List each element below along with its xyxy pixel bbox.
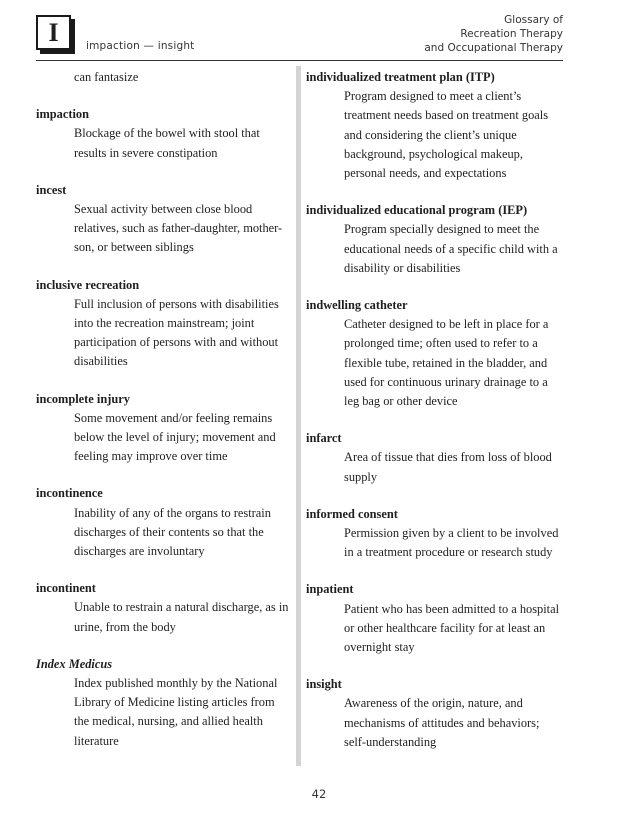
entry-definition: Index published monthly by the National Library of Medicine listing articles from the medical, nursing, and allied health literature [74, 676, 278, 748]
glossary-entry [306, 201, 562, 278]
glossary-entry [36, 579, 290, 637]
entry-term: incest [36, 182, 67, 197]
entry-term: infarct [306, 431, 342, 446]
glossary-entry [306, 505, 562, 563]
entry-definition: Full inclusion of persons with disabilities into the recreation mainstream; joint participation of persons with and without disabilities [74, 296, 279, 369]
entry-term: indwelling catheter [306, 298, 408, 313]
entry-definition: Catheter designed to be left in place for a prolonged time; often used to refer to a flexible tube, retained in the bladder, and used for continuous urinary drainage to a leg bag or other device [344, 317, 549, 409]
glossary-entry [306, 580, 562, 657]
glossary-entry [306, 675, 562, 752]
section-letter: I [48, 17, 59, 47]
continued-definition: can fantasize [74, 70, 139, 84]
entry-term: incomplete injury [36, 391, 130, 406]
entry-term: individualized treatment plan (ITP) [306, 70, 495, 84]
entry-definition: Inability of any of the organs to restrain discharges of their contents so that the discharges are involuntary [74, 505, 271, 559]
book-title-line: and Occupational Therapy [424, 42, 563, 54]
book-title-line: Glossary of [504, 14, 563, 26]
entry-term: incontinent [36, 581, 96, 596]
entry-definition: Sexual activity between close blood relatives, such as father-daughter, mother-son, or between siblings [74, 202, 283, 255]
glossary-entry [36, 276, 290, 372]
glossary-entry [306, 296, 562, 411]
entry-term: incontinence [36, 486, 103, 501]
column-divider [296, 66, 301, 766]
entry-term: informed consent [306, 506, 398, 521]
glossary-entry [36, 655, 290, 751]
entry-definition: Program designed to meet a client’s treatment needs based on treatment goals and considering the client’s unique background, psychological makeup, personal needs, and expectations [344, 89, 549, 181]
glossary-entry [36, 181, 290, 258]
entry-term: insight [306, 677, 342, 692]
entry-definition: Permission given by a client to be involved in a treatment procedure or research study [344, 526, 559, 560]
page-number: 42 [311, 787, 327, 801]
entry-term: inclusive recreation [36, 277, 140, 292]
entry-definition: Unable to restrain a natural discharge, as in urine, from the body [74, 600, 289, 634]
entry-definition: Awareness of the origin, nature, and mechanisms of attitudes and behaviors; self-understanding [344, 696, 540, 749]
glossary-entry [36, 390, 290, 467]
entry-definition: Some movement and/or feeling remains below the level of injury; movement and feeling may improve over time [74, 410, 276, 464]
left-column [36, 68, 290, 751]
entry-definition: Program specially designed to meet the educational needs of a specific child with a disability or disabilities [344, 222, 558, 275]
book-title-line: Recreation Therapy [460, 28, 563, 40]
glossary-entry [306, 68, 562, 183]
section-letter-badge [36, 15, 71, 50]
entry-term: inpatient [306, 582, 354, 597]
book-title-header [424, 13, 563, 55]
header-rule [36, 60, 563, 61]
entry-definition: Area of tissue that dies from loss of blood supply [344, 450, 552, 484]
entry-term: impaction [36, 107, 90, 122]
entry-term: Index Medicus [36, 656, 113, 671]
entry-term: individualized educational program (IEP) [306, 203, 528, 218]
glossary-entry [36, 484, 290, 561]
entry-range-header: impaction — insight [86, 40, 195, 52]
glossary-entry [306, 429, 562, 487]
entry-definition: Patient who has been admitted to a hospital or other healthcare facility for at least an overnight stay [344, 601, 560, 655]
right-column [306, 68, 562, 752]
entry-definition: Blockage of the bowel with stool that results in severe constipation [74, 126, 260, 160]
glossary-entry [36, 105, 290, 163]
